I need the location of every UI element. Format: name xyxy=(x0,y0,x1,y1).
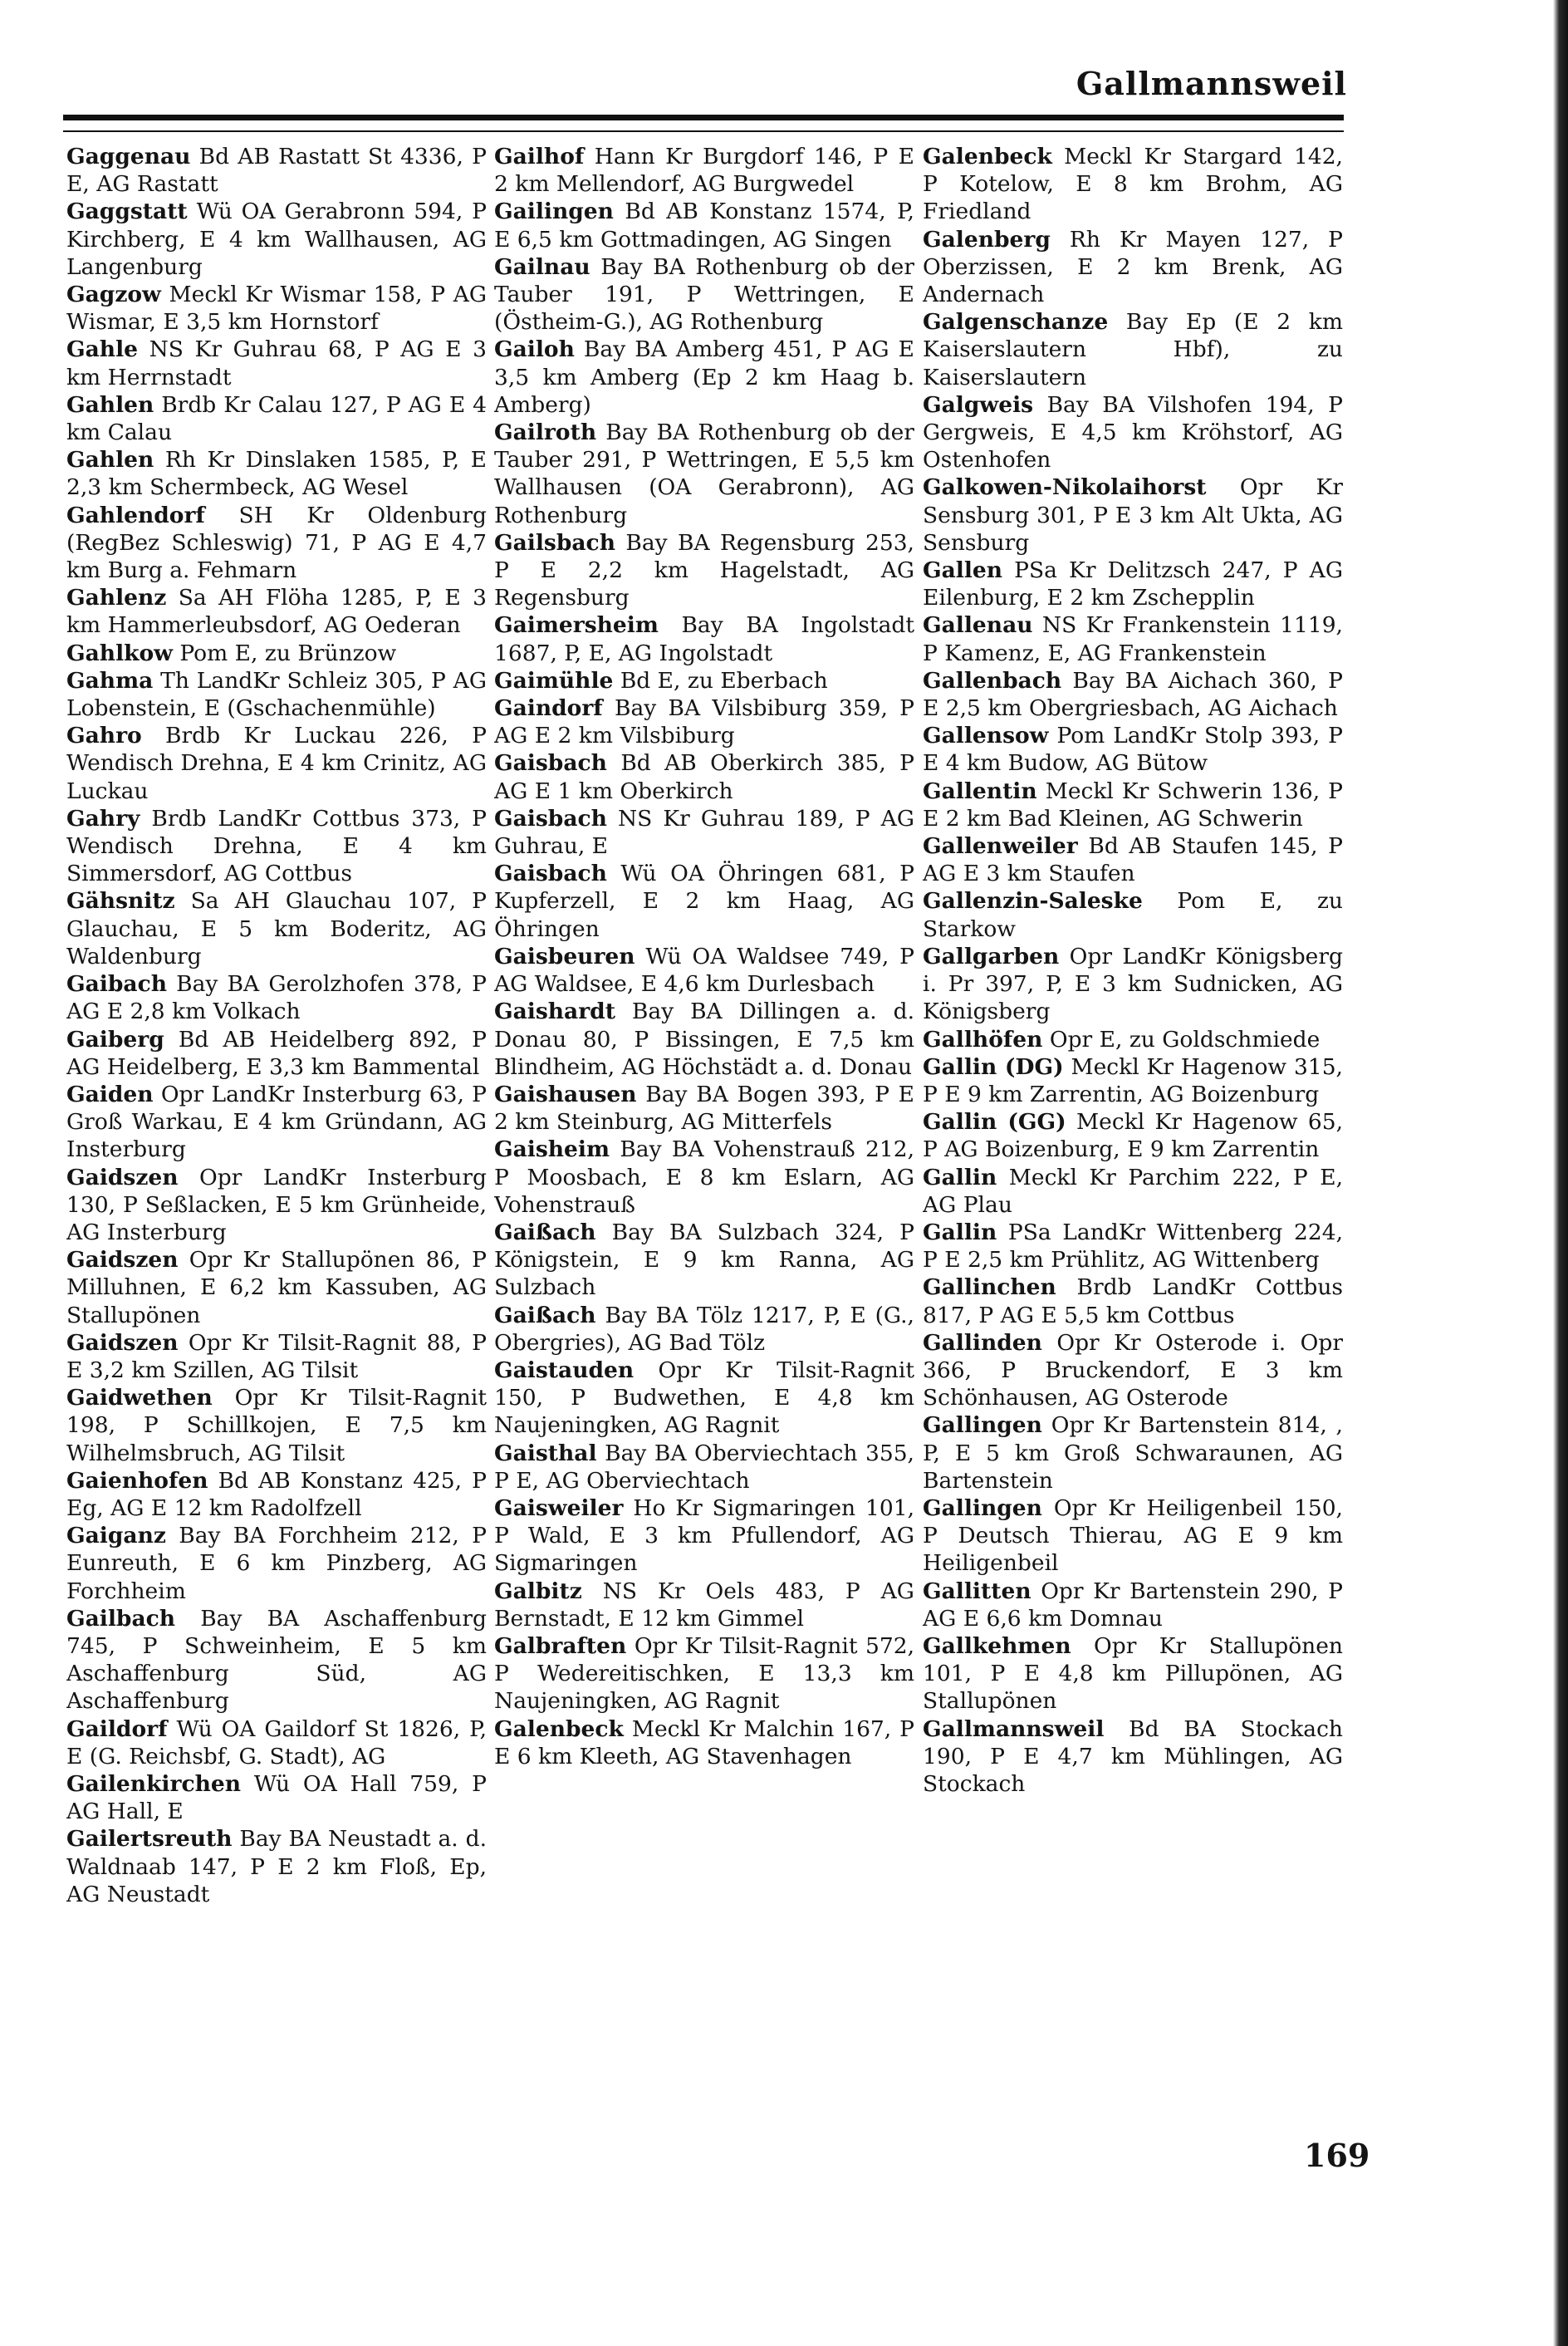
entry-name: Gallingen xyxy=(923,1412,1042,1439)
entry-text: Wü OA Waldsee 749, P AG Waldsee, E 4,6 km Durlesbach xyxy=(494,943,914,998)
entry xyxy=(494,1302,914,1357)
entry-name: Gailingen xyxy=(494,199,614,225)
entry xyxy=(66,281,487,336)
entry-text: Opr Kr Sensburg 301, P E 3 km Alt Ukta, AG Sensburg xyxy=(923,474,1343,556)
entry-name: Gailoh xyxy=(494,336,575,363)
entry xyxy=(66,667,487,722)
entry-name: Gaimersheim xyxy=(494,612,659,639)
entry-name: Gaimühle xyxy=(494,667,614,694)
entry-text: Hann Kr Burgdorf 146, P E 2 km Mellendorf, AG Burgwedel xyxy=(494,144,914,198)
entry-text: Opr E, zu Goldschmiede xyxy=(1049,1026,1321,1053)
entry xyxy=(494,998,914,1081)
entry-name: Gähsnitz xyxy=(66,888,175,915)
entry-text: Bd AB Heidelberg 892, P AG Heidelberg, E 3,3 km Bammental xyxy=(66,1026,487,1080)
entry-text: Opr Kr Tilsit-Ragnit 88, P E 3,2 km Szillen, AG Tilsit xyxy=(66,1329,487,1383)
entry-name: Gaisbach xyxy=(494,805,607,832)
entry-text: Opr LandKr Insterburg 130, P Seßlacken, E 5 km Grünheide, AG Insterburg xyxy=(66,1164,487,1245)
entry-name: Gahry xyxy=(66,805,140,832)
entry-text: Opr Kr Tilsit-Ragnit 572, P Wedereitischken, E 13,3 km Naujeningken, AG Ragnit xyxy=(494,1632,914,1715)
entry xyxy=(66,970,487,1025)
entry-text: NS Kr Frankenstein 1119, P Kamenz, E, AG Frankenstein xyxy=(923,612,1343,666)
entry-text: Wü OA Öhringen 681, P Kupferzell, E 2 km Haag, AG Öhringen xyxy=(494,861,914,942)
entry-text: Brdb Kr Luckau 226, P Wendisch Drehna, E 4 km Crinitz, AG Luckau xyxy=(66,723,487,804)
entry-text: Bd BA Stockach 190, P E 4,7 km Mühlingen, AG Stockach xyxy=(923,1715,1343,1797)
entry-name: Gallinchen xyxy=(923,1274,1056,1301)
entry-text: NS Kr Guhrau 189, P AG Guhrau, E xyxy=(494,805,914,860)
entry xyxy=(494,336,914,419)
entry-text: Meckl Kr Schwerin 136, P E 2 km Bad Kleinen, AG Schwerin xyxy=(923,778,1343,832)
entry-name: Gaidszen xyxy=(66,1329,179,1356)
entry xyxy=(494,1494,914,1578)
entry xyxy=(494,1081,914,1136)
entry-name: Galenbeck xyxy=(494,1715,624,1742)
entry-text: Pom E, zu Brünzow xyxy=(179,640,397,666)
entry-name: Gallin (DG) xyxy=(923,1053,1064,1080)
entry-name: Gagzow xyxy=(66,282,161,308)
entry-name: Gallkehmen xyxy=(923,1632,1071,1659)
entry-name: Gaidszen xyxy=(66,1164,179,1190)
entry-name: Gallenzin-Saleske xyxy=(923,888,1143,915)
entry-text: Bay BA Vohenstrauß 212, P Moosbach, E 8 km Eslarn, AG Vohenstrauß xyxy=(494,1136,914,1218)
entry-name: Gallitten xyxy=(923,1578,1031,1604)
entry xyxy=(494,1357,914,1440)
entry-text: Bay BA Sulzbach 324, P Königstein, E 9 km Ranna, AG Sulzbach xyxy=(494,1219,914,1301)
entry-text: Rh Kr Dinslaken 1585, P, E 2,3 km Schermbeck, AG Wesel xyxy=(66,447,487,501)
entry-text: Bay BA Aichach 360, P E 2,5 km Obergriesbach, AG Aichach xyxy=(923,667,1343,722)
entry-text: Bd AB Oberkirch 385, P AG E 1 km Oberkirch xyxy=(494,750,914,804)
entry-name: Gallensow xyxy=(923,723,1049,749)
entry-name: Gaistauden xyxy=(494,1357,635,1383)
entry xyxy=(923,308,1343,391)
entry-name: Gallgarben xyxy=(923,943,1060,969)
entry-name: Gallenbach xyxy=(923,667,1062,694)
entry xyxy=(923,1715,1343,1799)
entry-name: Galkowen-Nikolaihorst xyxy=(923,474,1207,501)
entry xyxy=(923,1632,1343,1715)
entry-name: Galenbeck xyxy=(923,144,1052,169)
entry-text: PSa LandKr Wittenberg 224, P E 2,5 km Prühlitz, AG Wittenberg xyxy=(923,1219,1343,1274)
entry-text: Meckl Kr Wismar 158, P AG Wismar, E 3,5 km Hornstorf xyxy=(66,282,487,336)
entry-name: Gaisthal xyxy=(494,1440,597,1466)
entry xyxy=(494,611,914,666)
entry-name: Gallin xyxy=(923,1219,997,1245)
entry-text: Brdb Kr Calau 127, P AG E 4 km Calau xyxy=(66,391,487,446)
entry xyxy=(923,611,1343,666)
entry xyxy=(66,722,487,805)
entry xyxy=(66,1770,487,1825)
entry-name: Gahlen xyxy=(66,391,154,418)
running-head: Gallmannsweil xyxy=(1076,65,1347,102)
entry-name: Gaildorf xyxy=(66,1715,168,1742)
entry-name: Gallhöfen xyxy=(923,1026,1043,1053)
entry-name: Gallinden xyxy=(923,1329,1042,1356)
entry xyxy=(66,640,487,667)
entry-text: Opr LandKr Königsberg i. Pr 397, P, E 3 km Sudnicken, AG Königsberg xyxy=(923,943,1343,1025)
entry xyxy=(923,557,1343,611)
entry-name: Gailsbach xyxy=(494,529,615,556)
entry-text: Bay BA Amberg 451, P AG E 3,5 km Amberg (Ep 2 km Haag b. Amberg) xyxy=(494,336,914,418)
entry xyxy=(66,1384,487,1467)
entry-name: Gaiden xyxy=(66,1081,154,1107)
entry-name: Gaisbach xyxy=(494,861,607,887)
entry xyxy=(923,667,1343,722)
entry xyxy=(66,887,487,970)
entry-name: Gailbach xyxy=(66,1605,176,1632)
entry-name: Gahro xyxy=(66,723,142,749)
entry xyxy=(66,143,487,198)
entry-text: Meckl Kr Stargard 142, P Kotelow, E 8 km Brohm, AG Friedland xyxy=(923,144,1343,225)
entry-text: Brdb LandKr Cottbus 817, P AG E 5,5 km Cottbus xyxy=(923,1274,1343,1328)
entry-name: Gailenkirchen xyxy=(66,1770,241,1797)
entry xyxy=(66,1605,487,1715)
entry-name: Gahlenz xyxy=(66,585,167,611)
entry-text: Rh Kr Mayen 127, P Oberzissen, E 2 km Brenk, AG Andernach xyxy=(923,226,1343,308)
entry xyxy=(494,805,914,860)
entry-text: Opr Kr Heiligenbeil 150, P Deutsch Thierau, AG E 9 km Heiligenbeil xyxy=(923,1494,1343,1577)
entry xyxy=(66,446,487,501)
entry-text: Opr LandKr Insterburg 63, P Groß Warkau, E 4 km Gründann, AG Insterburg xyxy=(66,1081,487,1163)
entry xyxy=(66,584,487,639)
entry-name: Galbraften xyxy=(494,1632,627,1659)
entry-text: Brdb LandKr Cottbus 373, P Wendisch Drehna, E 4 km Simmersdorf, AG Cottbus xyxy=(66,805,487,887)
entry xyxy=(923,778,1343,832)
entry xyxy=(66,1329,487,1384)
entry-text: Opr Kr Osterode i. Opr 366, P Bruckendorf, E 3 km Schönhausen, AG Osterode xyxy=(923,1329,1343,1411)
entry xyxy=(923,887,1343,942)
entry-name: Gahlen xyxy=(66,447,154,474)
page-edge-shadow xyxy=(1553,0,1568,2346)
entry-name: Gahlkow xyxy=(66,640,173,666)
entry xyxy=(494,529,914,612)
entry xyxy=(66,1715,487,1770)
entry-name: Gaienhofen xyxy=(66,1467,208,1494)
entry xyxy=(494,694,914,749)
entry xyxy=(923,1578,1343,1632)
entry xyxy=(66,336,487,390)
entry-name: Gaidwethen xyxy=(66,1385,213,1411)
entry xyxy=(923,1108,1343,1163)
entry xyxy=(923,1053,1343,1108)
entry xyxy=(923,722,1343,777)
entry-text: Sa AH Flöha 1285, P, E 3 km Hammerleubsdorf, AG Oederan xyxy=(66,585,487,639)
entry xyxy=(66,1164,487,1247)
entry-text: Ho Kr Sigmaringen 101, P Wald, E 3 km Pfullendorf, AG Sigmaringen xyxy=(494,1494,914,1577)
entry xyxy=(66,1026,487,1081)
entry-text: Wü OA Gaildorf St 1826, P, E (G. Reichsbf, G. Stadt), AG xyxy=(66,1715,487,1769)
entry xyxy=(66,391,487,446)
entry-text: Wü OA Gerabronn 594, P Kirchberg, E 4 km Wallhausen, AG Langenburg xyxy=(66,199,487,280)
entry xyxy=(923,1026,1343,1053)
entry xyxy=(66,1081,487,1164)
entry-name: Gaisbeuren xyxy=(494,943,635,969)
entry-text: NS Kr Oels 483, P AG Bernstadt, E 12 km Gimmel xyxy=(494,1578,914,1632)
entry xyxy=(494,860,914,943)
entry-name: Gaggstatt xyxy=(66,199,188,225)
entry-name: Gahlendorf xyxy=(66,502,205,528)
entry xyxy=(494,1136,914,1219)
entry-text: Bay BA Dillingen a. d. Donau 80, P Bissingen, E 7,5 km Blindheim, AG Höchstädt a. d. Donau xyxy=(494,999,914,1080)
page-number: 169 xyxy=(1304,2137,1370,2174)
entry xyxy=(66,1467,487,1522)
entry xyxy=(494,943,914,998)
entry-text: Pom E, zu Starkow xyxy=(923,888,1343,942)
entry-text: Opr Kr Tilsit-Ragnit 150, P Budwethen, E 4,8 km Naujeningken, AG Ragnit xyxy=(494,1357,914,1439)
entry-name: Gallentin xyxy=(923,778,1037,804)
entry xyxy=(494,143,914,198)
entry-name: Gallenau xyxy=(923,612,1033,639)
entry xyxy=(494,1632,914,1715)
entry-text: PSa Kr Delitzsch 247, P AG Eilenburg, E 2 km Zschepplin xyxy=(923,557,1343,611)
entry xyxy=(494,1440,914,1494)
entry-text: Bay BA Ingolstadt 1687, P, E, AG Ingolstadt xyxy=(494,612,914,666)
entry xyxy=(923,391,1343,474)
entry xyxy=(923,143,1343,226)
entry-text: Bay BA Neustadt a. d. Waldnaab 147, P E 2 km Floß, Ep, AG Neustadt xyxy=(66,1826,487,1907)
entry xyxy=(494,198,914,253)
entry xyxy=(494,667,914,694)
entry xyxy=(923,474,1343,557)
entry-name: Gailnau xyxy=(494,253,590,280)
entry xyxy=(66,805,487,888)
entry-name: Galbitz xyxy=(494,1578,582,1604)
entry-name: Gallin xyxy=(923,1164,997,1190)
entry-name: Gallenweiler xyxy=(923,833,1078,860)
entry-text: Opr Kr Bartenstein 814, , P, E 5 km Groß Schwaraunen, AG Bartenstein xyxy=(923,1412,1343,1494)
entry-text: Meckl Kr Hagenow 65, P AG Boizenburg, E 9 km Zarrentin xyxy=(923,1109,1343,1163)
entry-text: Bay BA Gerolzhofen 378, P AG E 2,8 km Volkach xyxy=(66,971,487,1025)
entry xyxy=(923,1274,1343,1328)
entry-name: Gaidszen xyxy=(66,1247,179,1274)
entry-name: Gaisbach xyxy=(494,750,607,777)
entry-text: Bay BA Vilsbiburg 359, P AG E 2 km Vilsbiburg xyxy=(494,695,914,749)
entry xyxy=(494,253,914,336)
entry-text: Opr Kr Stallupönen 101, P E 4,8 km Pillupönen, AG Stallupönen xyxy=(923,1632,1343,1715)
entry-text: Bay BA Forchheim 212, P Eunreuth, E 6 km Pinzberg, AG Forchheim xyxy=(66,1523,487,1604)
entry-name: Gaisweiler xyxy=(494,1494,624,1521)
entry-name: Gaiberg xyxy=(66,1026,164,1053)
entry xyxy=(494,1578,914,1632)
entry xyxy=(923,226,1343,309)
entry-text: Opr Kr Stallupönen 86, P Milluhnen, E 6,2 km Kassuben, AG Stallupönen xyxy=(66,1247,487,1328)
entry-text: Sa AH Glauchau 107, P Glauchau, E 5 km Boderitz, AG Waldenburg xyxy=(66,888,487,969)
entry-text: Meckl Kr Parchim 222, P E, AG Plau xyxy=(923,1164,1343,1218)
entry-name: Gallmannsweil xyxy=(923,1715,1105,1742)
entry-text: Bay BA Rothenburg ob der Tauber 191, P Wettringen, E (Östheim-G.), AG Rothenburg xyxy=(494,253,914,336)
entry-name: Gailertsreuth xyxy=(66,1826,233,1853)
entry-name: Gallen xyxy=(923,557,1003,584)
entry-name: Gailhof xyxy=(494,144,585,169)
entry-text: Bd AB Konstanz 425, P Eg, AG E 12 km Radolfzell xyxy=(66,1467,487,1521)
entry-name: Gaggenau xyxy=(66,144,191,169)
entry-text: Bd AB Rastatt St 4336, P E, AG Rastatt xyxy=(66,144,487,198)
entry xyxy=(923,1494,1343,1578)
entry xyxy=(66,502,487,585)
entry-name: Galenberg xyxy=(923,226,1051,253)
column-1 xyxy=(66,143,487,2170)
entry-name: Galgenschanze xyxy=(923,309,1109,336)
entry-name: Gaibach xyxy=(66,971,167,998)
entry-text: Bd AB Staufen 145, P AG E 3 km Staufen xyxy=(923,833,1343,887)
entry-text: Wü OA Hall 759, P AG Hall, E xyxy=(66,1770,487,1825)
entry-name: Gaindorf xyxy=(494,695,603,722)
entry-name: Galgweis xyxy=(923,391,1034,418)
entry-name: Gaißach xyxy=(494,1219,596,1245)
entry-text: SH Kr Oldenburg (RegBez Schleswig) 71, P AG E 4,7 km Burg a. Fehmarn xyxy=(66,502,487,584)
entry xyxy=(494,419,914,529)
entry xyxy=(66,1246,487,1329)
entry-text: Bay BA Aschaffenburg 745, P Schweinheim, E 5 km Aschaffenburg Süd, AG Aschaffenburg xyxy=(66,1605,487,1715)
entry-text: Bay BA Tölz 1217, P, E (G., Obergries), AG Bad Tölz xyxy=(494,1302,914,1356)
entry-text: Opr Kr Tilsit-Ragnit 198, P Schillkojen, E 7,5 km Wilhelmsbruch, AG Tilsit xyxy=(66,1385,487,1466)
entry-name: Gailroth xyxy=(494,420,597,446)
entry-text: Bd E, zu Eberbach xyxy=(620,667,828,694)
entry-name: Gaiganz xyxy=(66,1523,166,1549)
entry xyxy=(494,1219,914,1302)
entry xyxy=(923,943,1343,1026)
entry-text: Bd AB Konstanz 1574, P, E 6,5 km Gottmadingen, AG Singen xyxy=(494,199,914,253)
entry-name: Gahle xyxy=(66,336,138,363)
entry xyxy=(494,749,914,804)
entry-name: Gaishausen xyxy=(494,1081,637,1107)
entry xyxy=(923,832,1343,887)
column-2 xyxy=(494,143,914,2170)
entry-name: Gahma xyxy=(66,667,154,694)
entry-text: Pom LandKr Stolp 393, P E 4 km Budow, AG Bütow xyxy=(923,723,1343,777)
entry xyxy=(923,1329,1343,1412)
entry-text: Th LandKr Schleiz 305, P AG Lobenstein, E (Gschachenmühle) xyxy=(66,667,487,722)
entry-name: Gaißach xyxy=(494,1302,596,1328)
entry-text: Bay Ep (E 2 km Kaiserslautern Hbf), zu Kaiserslautern xyxy=(923,309,1343,390)
entry-text: NS Kr Guhrau 68, P AG E 3 km Herrnstadt xyxy=(66,336,487,390)
entry xyxy=(66,198,487,281)
header-rule xyxy=(63,115,1344,132)
entry-name: Gaisheim xyxy=(494,1136,610,1163)
entry-text: Meckl Kr Malchin 167, P E 6 km Kleeth, AG Stavenhagen xyxy=(494,1715,914,1769)
entry xyxy=(66,1522,487,1605)
entry-text: Bay BA Vilshofen 194, P Gergweis, E 4,5 km Kröhstorf, AG Ostenhofen xyxy=(923,391,1343,474)
entry-text: Bay BA Rothenburg ob der Tauber 291, P Wettringen, E 5,5 km Wallhausen (OA Gerabronn), AG Rothenburg xyxy=(494,420,914,528)
entry xyxy=(923,1219,1343,1274)
entry-name: Gallingen xyxy=(923,1494,1042,1521)
entry xyxy=(923,1164,1343,1219)
entry-text: Bay BA Bogen 393, P E 2 km Steinburg, AG Mitterfels xyxy=(494,1081,914,1136)
entry xyxy=(923,1411,1343,1494)
entry-text: Meckl Kr Hagenow 315, P E 9 km Zarrentin, AG Boizenburg xyxy=(923,1053,1343,1107)
entry-name: Gallin (GG) xyxy=(923,1109,1066,1136)
entry-name: Gaishardt xyxy=(494,999,615,1025)
entry-text: Bay BA Regensburg 253, P E 2,2 km Hagelstadt, AG Regensburg xyxy=(494,529,914,611)
column-3 xyxy=(923,143,1343,2170)
entry-text: Bay BA Oberviechtach 355, P E, AG Oberviechtach xyxy=(494,1440,914,1494)
entry xyxy=(66,1825,487,1908)
entry-text: Opr Kr Bartenstein 290, P AG E 6,6 km Domnau xyxy=(923,1578,1343,1632)
entry xyxy=(494,1715,914,1770)
